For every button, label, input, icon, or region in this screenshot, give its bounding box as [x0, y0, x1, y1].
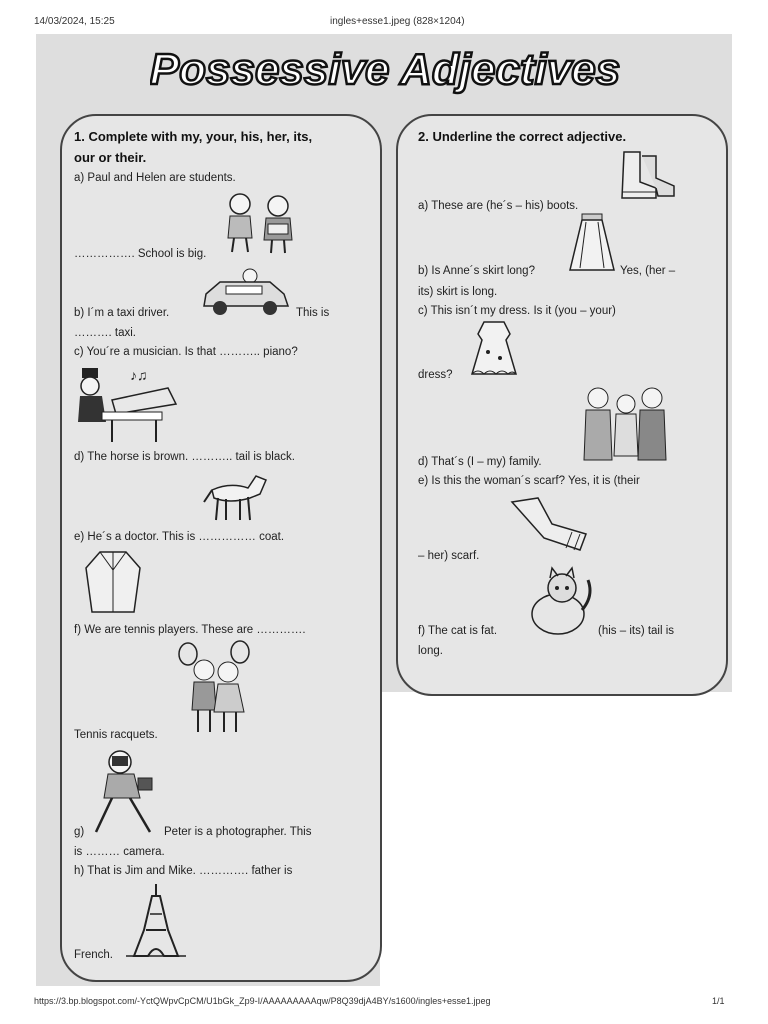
print-page-count: 1/1 — [712, 996, 725, 1006]
coat-picture — [82, 548, 144, 616]
ex2-a-question: a) These are (he´s – his) boots. — [418, 200, 579, 212]
ex1-g-answer: is ……… camera. — [74, 846, 165, 858]
boots-picture — [616, 148, 678, 210]
ex1-e-question: e) He´s a doctor. This is …………… coat. — [74, 531, 285, 543]
eiffel-tower-picture — [124, 882, 188, 960]
pianist-picture — [72, 364, 182, 446]
ex2-heading: 2. Underline the correct adjective. — [418, 129, 627, 144]
ex1-h-question: h) That is Jim and Mike. …………. father is — [74, 865, 293, 877]
ex1-b-continuation: This is — [296, 307, 330, 319]
ex2-b-question: b) Is Anne´s skirt long? — [418, 265, 535, 277]
taxi-picture — [200, 266, 292, 318]
svg-text:♪♫: ♪♫ — [130, 367, 148, 383]
ex2-c-question: c) This isn´t my dress. Is it (you – your) — [418, 305, 616, 317]
ex1-g-question: Peter is a photographer. This — [164, 826, 312, 838]
print-datetime: 14/03/2024, 15:25 — [34, 16, 115, 27]
ex1-b-question: b) I´m a taxi driver. — [74, 307, 170, 319]
print-url[interactable]: https://3.bp.blogspot.com/-YctQWpvCpCM/U1bGk_Zp9-I/AAAAAAAAAqw/P8Q39djA4BY/s1600/ingles+esse1.jpeg — [34, 996, 491, 1006]
ex1-c-question: c) You´re a musician. Is that ……….. piano? — [74, 346, 298, 358]
photographer-picture — [90, 748, 162, 836]
horse-picture — [200, 468, 272, 524]
ex2-d-question: d) That´s (I – my) family. — [418, 456, 542, 468]
ex2-b-choice-end: its) skirt is long. — [418, 286, 498, 298]
ex1-a-question: a) Paul and Helen are students. — [74, 172, 236, 184]
print-doc-title: ingles+esse1.jpeg (828×1204) — [330, 16, 465, 27]
scarf-picture — [508, 494, 590, 556]
tennis-players-picture — [174, 640, 256, 736]
worksheet-title-text: Possessive Adjectives — [150, 45, 620, 94]
cat-picture — [522, 566, 594, 638]
ex2-b-choice-start: Yes, (her – — [620, 265, 676, 277]
ex2-e-continuation: – her) scarf. — [418, 550, 480, 562]
ex2-f-continuation: long. — [418, 645, 443, 657]
ex2-e-question: e) Is this the woman´s scarf? Yes, it is (their — [418, 475, 640, 487]
ex2-f-choice: (his – its) tail is — [598, 625, 675, 637]
ex1-f-answer: Tennis racquets. — [74, 729, 158, 741]
ex2-f-question: f) The cat is fat. — [418, 625, 498, 637]
ex1-heading-line1: 1. Complete with my, your, his, her, its, — [74, 129, 313, 144]
students-picture — [218, 190, 304, 256]
skirt-picture — [568, 212, 616, 274]
ex1-a-answer: ……………. School is big. — [74, 248, 207, 260]
ex1-heading-line2: our or their. — [74, 150, 147, 165]
ex1-h-answer: French. — [74, 949, 113, 961]
worksheet-title — [150, 40, 620, 96]
ex1-f-question: f) We are tennis players. These are …………. — [74, 624, 306, 636]
ex1-d-question: d) The horse is brown. ……….. tail is black. — [74, 451, 295, 463]
ex2-c-continuation: dress? — [418, 369, 453, 381]
ex1-b-answer: ………. taxi. — [74, 327, 136, 339]
ex1-g-label: g) — [74, 826, 85, 838]
family-picture — [578, 384, 670, 466]
dress-picture — [466, 320, 522, 380]
blank-area — [380, 692, 732, 986]
